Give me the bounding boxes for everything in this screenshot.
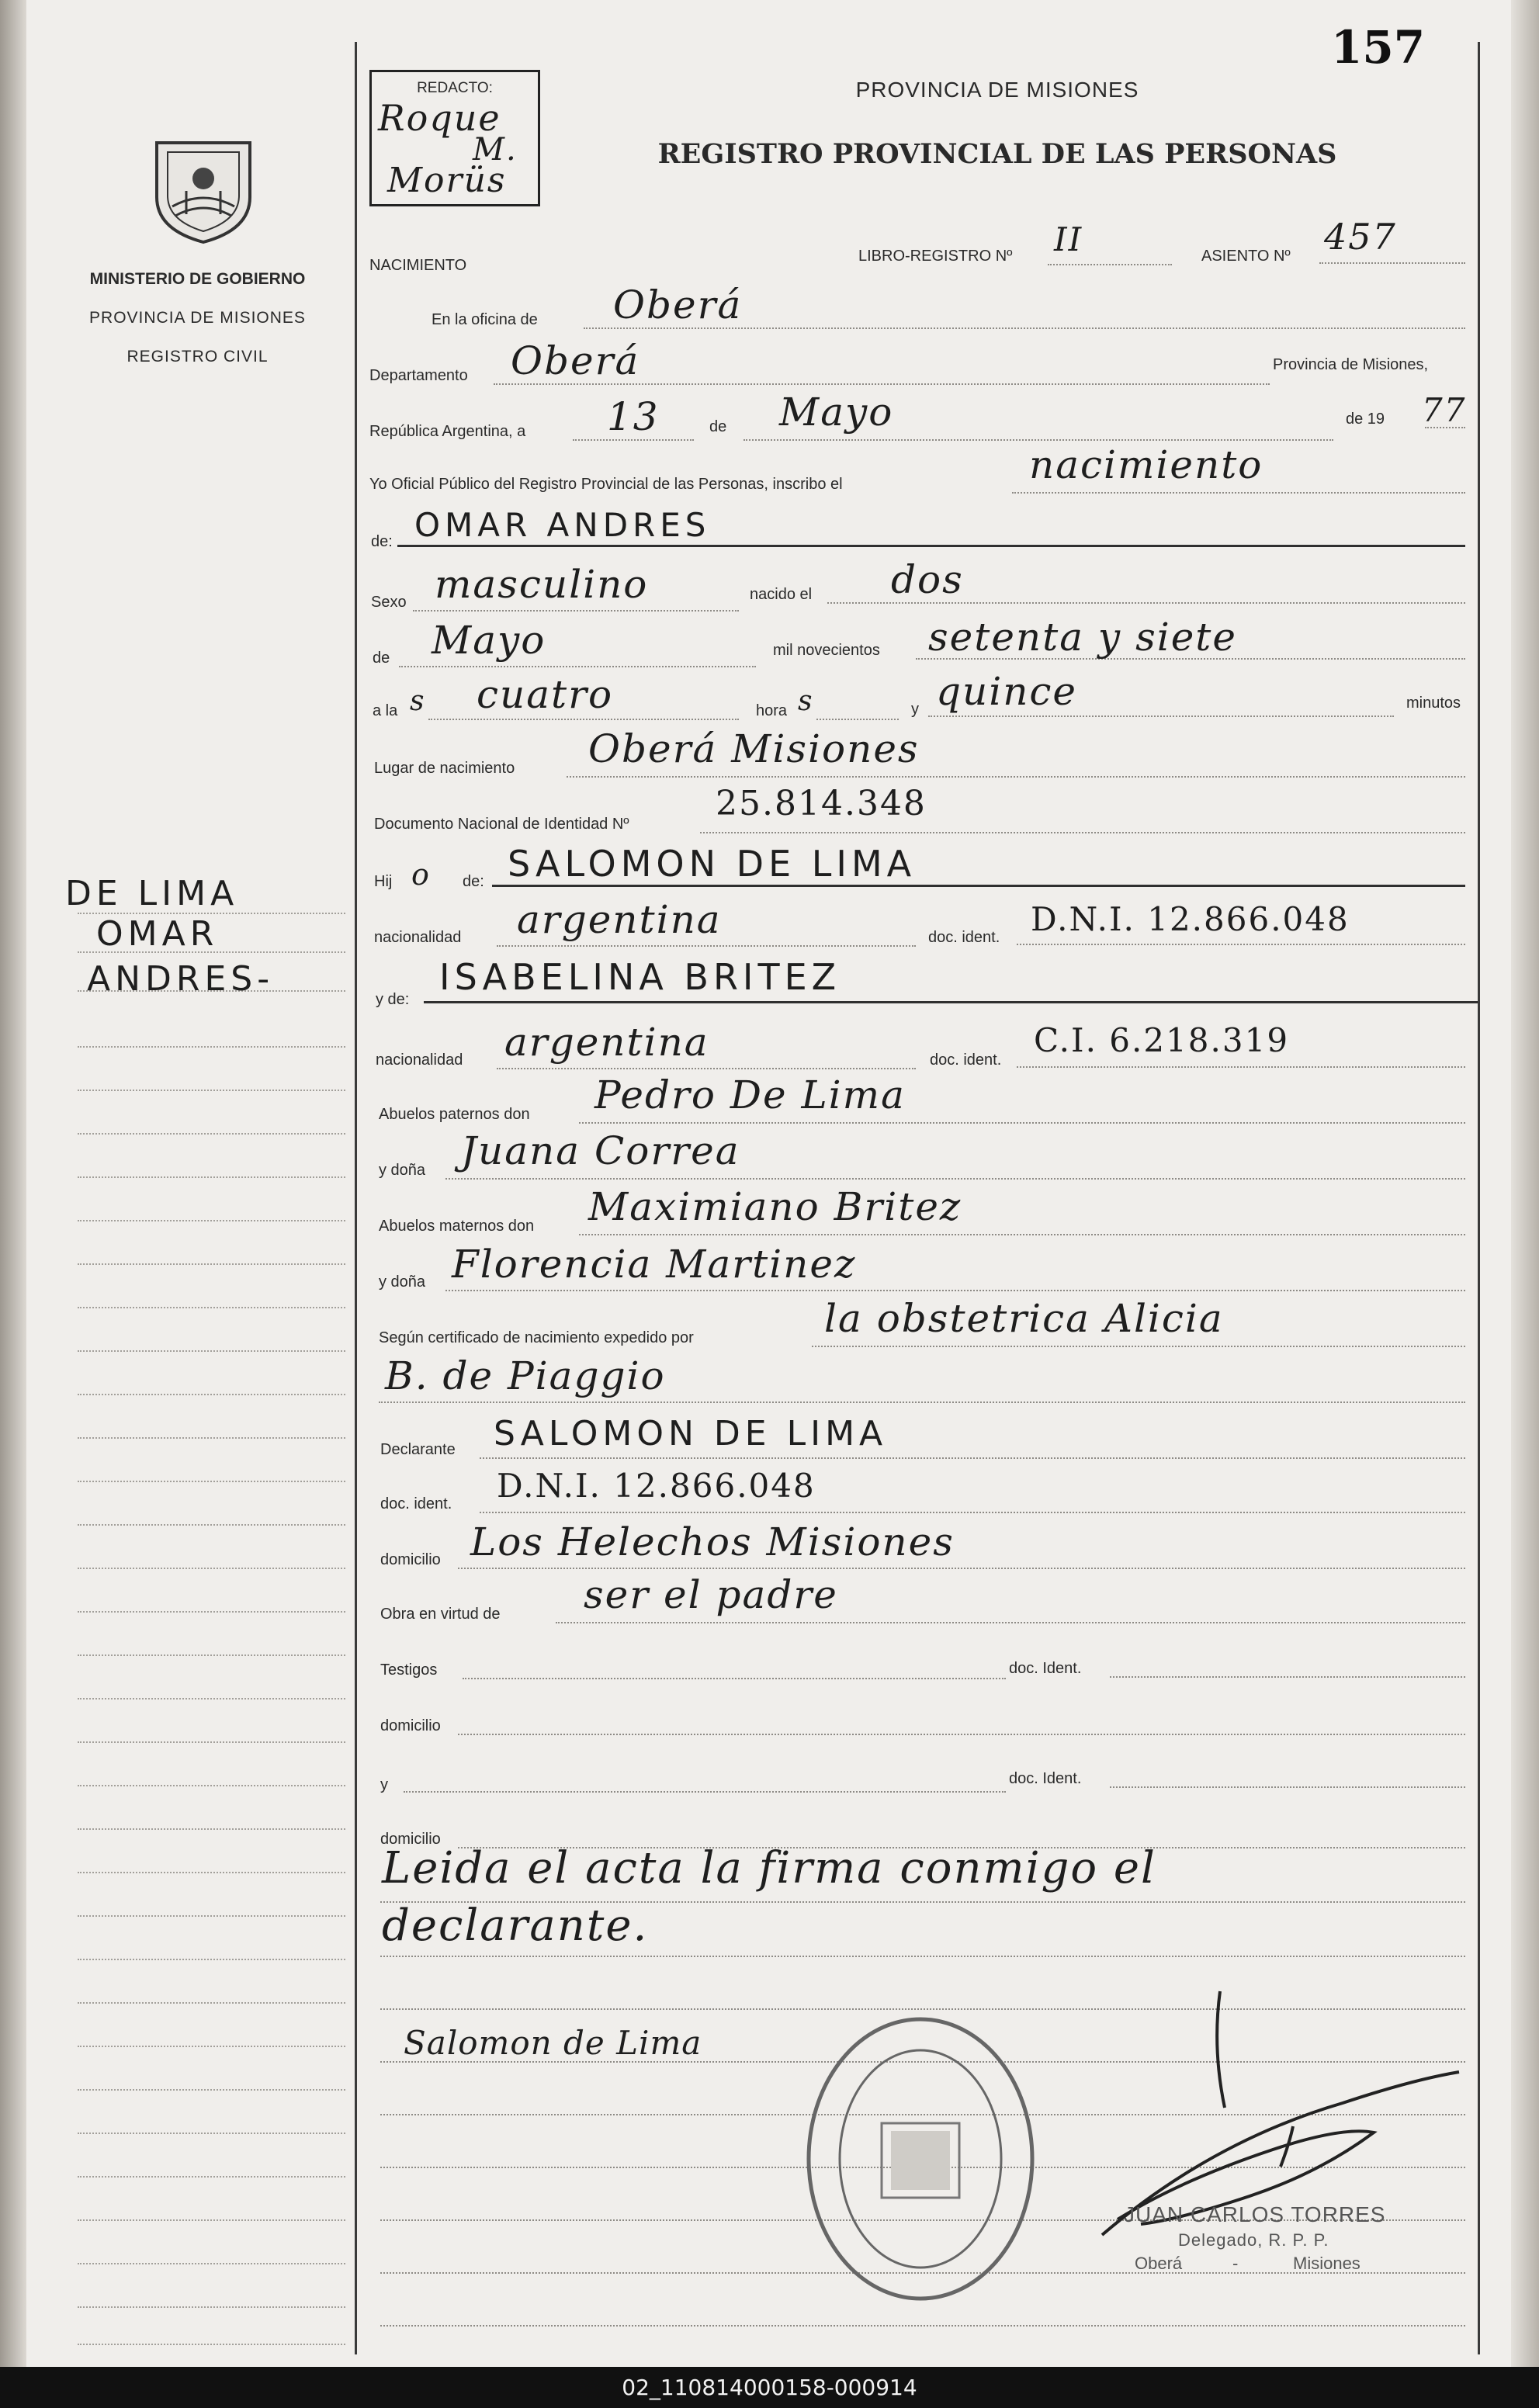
margin-line [78,1611,345,1613]
madre-line [424,1001,1478,1003]
margin-line [78,1307,345,1308]
nacionalidad-padre-label: nacionalidad [374,929,462,946]
page-number: 157 [1331,21,1426,74]
margin-line [78,1176,345,1178]
margin-divider-line [355,42,357,2354]
libro-line [1048,264,1172,265]
section-label-nacimiento: NACIMIENTO [369,257,467,274]
book-spine [0,0,26,2367]
margin-line [78,1785,345,1786]
horas-line [816,719,899,720]
certificado-value: la obstetrica Alicia [824,1296,1224,1341]
segun-certificado-label: Según certificado de nacimiento expedido por [379,1329,694,1346]
yo-oficial-label: Yo Oficial Público del Registro Provincial de las Personas, inscribo el [369,476,843,493]
declarante-doc-line [480,1512,1465,1513]
y-dona-materna-label: y doña [379,1273,426,1291]
horas-suffix: s [798,685,814,717]
asiento-line [1319,262,1465,264]
de-label: de [709,418,727,435]
year-value: 77 [1422,391,1467,429]
padre-value: SALOMON DE LIMA [508,843,917,885]
doc-ident-padre-label: doc. ident. [928,929,1000,946]
asiento-label: ASIENTO Nº [1201,248,1291,265]
oficina-label: En la oficina de [432,311,538,328]
de2-label: de [373,650,390,667]
margin-line [78,1263,345,1265]
y-dona-paterna-label: y doña [379,1162,426,1179]
official-dash: - [1232,2254,1239,2273]
lugar-line [567,776,1465,778]
header-province: PROVINCIA DE MISIONES [855,78,1139,102]
horas-label: hora [756,702,788,719]
testigo2-doc-label: doc. Ident. [1009,1770,1082,1787]
acto-line [1012,492,1465,494]
hora-value: cuatro [477,672,614,717]
dni-label: Documento Nacional de Identidad Nº [374,816,629,833]
margin-line [78,2089,345,2091]
doc-madre-value: C.I. 6.218.319 [1034,1021,1290,1059]
margin-line [78,1654,345,1656]
mes-nac-line [399,666,756,667]
mil-novecientos-label: mil novecientos [773,642,880,659]
mes-nac-value: Mayo [432,618,546,663]
testigos-doc-label: doc. Ident. [1009,1660,1082,1677]
oficina-value: Oberá [613,282,743,327]
margin-line [78,1394,345,1395]
header-title: REGISTRO PROVINCIAL DE LAS PERSONAS [657,138,1337,170]
margin-line [78,1046,345,1048]
redacto-box [369,70,540,206]
asiento-value: 457 [1324,216,1397,258]
margin-line [78,2176,345,2178]
margin-line [78,1220,345,1221]
lugar-label: Lugar de nacimiento [374,760,515,777]
departamento-label: Departamento [369,367,468,384]
sexo-label: Sexo [371,594,407,611]
margin-line [78,1872,345,1873]
ministry-label: MINISTERIO DE GOBIERNO [89,270,306,288]
margin-line [78,1481,345,1482]
abuelos-maternos-label: Abuelos maternos don [379,1218,535,1235]
declarante-line [480,1457,1465,1459]
nacionalidad-madre-label: nacionalidad [376,1052,463,1069]
official-place: Oberá [1135,2254,1183,2273]
oficina-line [584,327,1465,329]
doc-ident-madre-label: doc. ident. [930,1052,1002,1069]
margin-line [78,1915,345,1917]
redacto-name-line3: Morüs [387,161,507,200]
dni-line [700,832,1465,833]
doc-padre-value: D.N.I. 12.866.048 [1031,900,1350,938]
testigos-line [463,1678,1006,1679]
margin-line [78,1828,345,1830]
dni-value: 25.814.348 [716,784,927,823]
margin-line [78,1959,345,1960]
obra-line [556,1622,1465,1623]
doc-padre-line [1017,944,1465,945]
declarante-doc-value: D.N.I. 12.866.048 [497,1467,816,1505]
minutos-label: minutos [1406,695,1461,712]
declarant-signature: Salomon de Lima [404,2024,702,2062]
a-las-suffix: s [410,685,426,717]
hij-de-label: de: [463,873,484,890]
nac-madre-line [497,1068,916,1069]
declarante-doc-label: doc. ident. [380,1495,452,1512]
day-value: 13 [607,394,660,439]
nac-padre-line [497,945,916,947]
provincia-misiones-label: Provincia de Misiones, [1273,356,1429,373]
libro-label: LIBRO-REGISTRO Nº [858,248,1013,265]
certificado2-line [379,1401,1465,1403]
minutos-line [928,715,1394,717]
margin-line [78,1133,345,1135]
abuela-materna-value: Florencia Martinez [452,1242,857,1287]
official-role: Delegado, R. P. P. [1178,2230,1329,2250]
hij-label: Hij [374,873,393,890]
acto-value: nacimiento [1029,442,1263,487]
minutos-value: quince [936,669,1077,714]
departamento-value: Oberá [511,338,640,383]
testigo2-doc-line [1110,1786,1465,1788]
a-las-label: a la [373,702,398,719]
libro-value: II [1054,220,1083,258]
doc-madre-line [1017,1066,1465,1068]
margin-name-line1: DE LIMA [65,874,239,913]
certificado2-value: B. de Piaggio [385,1353,666,1398]
margin-line [78,1090,345,1091]
declarante-label: Declarante [380,1441,456,1458]
padre-line [492,885,1465,887]
official-province: Misiones [1293,2254,1360,2273]
abuela-paterna-value: Juana Correa [461,1128,740,1173]
lugar-value: Oberá Misiones [588,726,920,771]
obra-label: Obra en virtud de [380,1606,501,1623]
day-line [573,439,694,441]
closing-note-line1: Leida el acta la firma conmigo el [382,1843,1156,1893]
abuelo-paterno-line [579,1122,1465,1124]
abuelos-paternos-label: Abuelos paternos don [379,1106,530,1123]
sexo-value: masculino [435,562,649,607]
margin-line [78,2306,345,2308]
margin-name-line2: OMAR [96,914,219,954]
domicilio3-label: domicilio [380,1831,441,1848]
de-19-label: de 19 [1346,411,1385,428]
margin-line [78,2263,345,2264]
abuela-paterna-line [445,1178,1465,1180]
madre-value: ISABELINA BRITEZ [439,956,841,998]
redacto-name-line1: Roque [378,97,501,139]
testigo2-line [404,1791,1006,1793]
sexo-line [413,610,739,612]
abuela-materna-line [445,1290,1465,1291]
margin-line [78,1524,345,1526]
nacionalidad-padre-value: argentina [517,897,722,942]
margin-line [78,2046,345,2047]
margin-line [78,2133,345,2134]
note-line [380,1956,1465,1957]
margin-line [78,2344,345,2345]
domicilio2-label: domicilio [380,1717,441,1734]
y-de-label: y de: [376,991,410,1008]
closing-note-line2: declarante. [382,1900,649,1951]
right-border-line [1478,42,1480,2354]
nacido-line [827,602,1465,604]
margin-name-line3: ANDRES- [87,959,275,999]
month-value: Mayo [779,390,894,435]
redacto-name-line2: M. [473,132,518,168]
image-caption: 02_110814000158-000914 [0,2367,1539,2408]
note-line [380,2325,1465,2327]
name-line [397,545,1465,547]
y-label: y [911,701,919,718]
margin-line [78,2002,345,2004]
nacido-value: dos [891,557,964,602]
margin-line [78,1568,345,1569]
certificado-line [812,1346,1465,1347]
abuelo-paterno-value: Pedro De Lima [594,1072,906,1117]
domicilio2-line [458,1734,1465,1735]
testigos-doc-line [1110,1676,1465,1678]
anio-letras-value: setenta y siete [928,615,1237,660]
obra-value: ser el padre [584,1572,838,1617]
redacto-label: REDACTO: [417,80,493,96]
registry-stamp-seal [804,2015,1037,2303]
testigos-label: Testigos [380,1661,438,1679]
province-label: PROVINCIA DE MISIONES [89,309,306,327]
margin-line [78,1698,345,1699]
abuelo-materno-line [579,1234,1465,1235]
domicilio-label: domicilio [380,1551,441,1568]
nacido-el-label: nacido el [750,586,813,603]
provincial-emblem-icon [149,129,258,245]
domicilio-value: Los Helechos Misiones [470,1519,955,1564]
page-edge [1511,0,1539,2367]
domicilio-line [458,1568,1465,1569]
nacionalidad-madre-value: argentina [504,1020,709,1065]
civil-registry-label: REGISTRO CIVIL [127,348,269,366]
y2-label: y [380,1776,388,1793]
abuelo-materno-value: Maximiano Britez [588,1184,962,1229]
name-value: OMAR ANDRES [414,506,711,544]
declarante-value: SALOMON DE LIMA [494,1414,888,1453]
margin-line [78,1350,345,1352]
departamento-line [494,383,1270,385]
official-name: JUAN CARLOS TORRES [1124,2202,1386,2226]
de-name-label: de: [371,533,393,550]
republica-label: República Argentina, a [369,423,526,440]
margin-line [78,1437,345,1439]
hij-suffix: o [411,858,431,892]
margin-line [78,1741,345,1743]
month-line [744,439,1333,441]
hora-line [428,719,739,720]
margin-line [78,2219,345,2221]
